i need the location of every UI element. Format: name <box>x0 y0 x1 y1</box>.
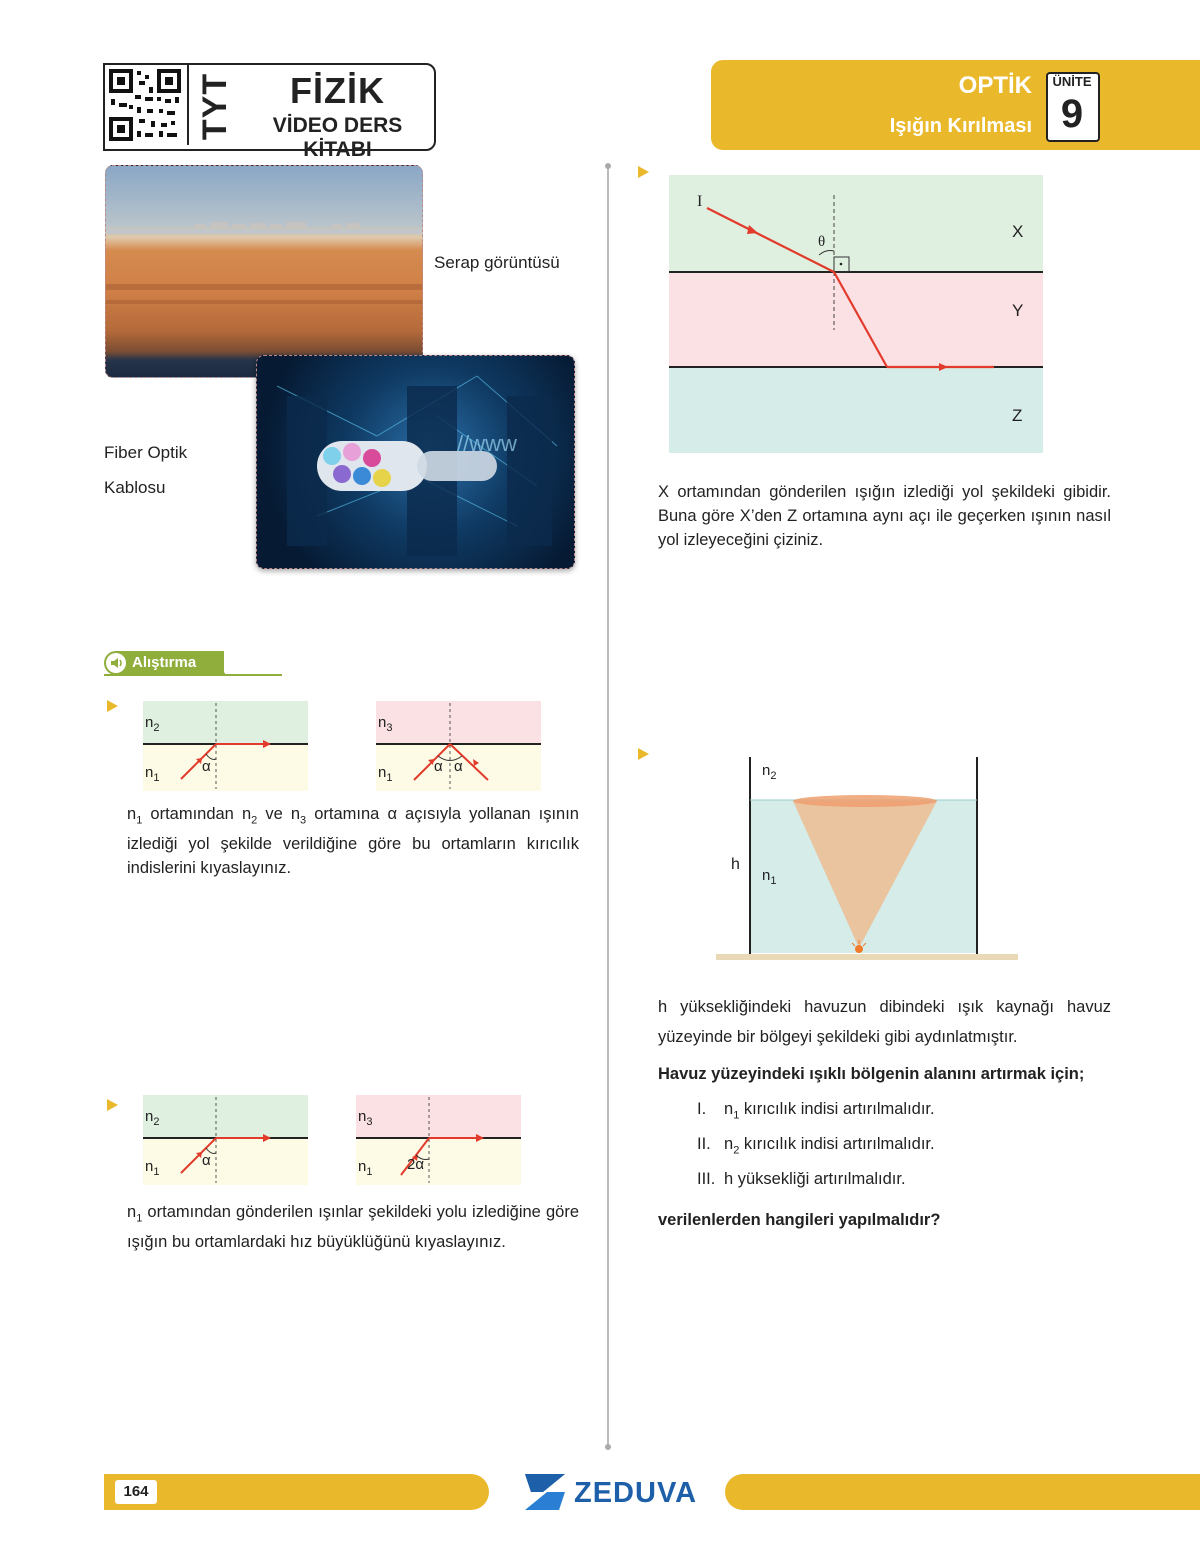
q4-air-medium: $n_2$ <box>762 762 777 782</box>
fiber-caption-line2: Kablosu <box>104 478 166 497</box>
question-marker <box>107 1099 118 1111</box>
q1-text: $n_1$ ortamından $n_2$ ve $n_3$ ortamına α açısıyla yollanan ışının izlediği yol şekilde verildiğine göre bu ortamların kırıcılık indislerini kıyaslayınız. <box>127 805 579 878</box>
medium-x-label: X <box>1012 222 1024 241</box>
q1b-angle-right: α <box>454 758 463 775</box>
q4-water-medium: $n_1$ <box>762 867 777 887</box>
theta-label: θ <box>818 234 826 250</box>
q1b-bottom-medium: $n_1$ <box>378 764 393 784</box>
fiber-optic-photo <box>256 355 575 569</box>
q2a-angle: α <box>202 1152 211 1169</box>
q2b-top-medium: $n_3$ <box>358 1108 373 1128</box>
book-title: VİDEO DERS KİTABI <box>272 114 403 161</box>
question-marker <box>107 700 118 712</box>
q1a-top-medium: $n_2$ <box>145 714 160 734</box>
qr-code[interactable] <box>105 65 189 145</box>
q2a-top-medium: $n_2$ <box>145 1108 160 1128</box>
unit-topic: OPTİK <box>958 72 1032 99</box>
q4-option-3-num: III. <box>697 1170 716 1188</box>
medium-z-label: Z <box>1012 406 1023 425</box>
question-marker <box>638 748 649 760</box>
q1-figure-a <box>143 701 308 791</box>
q4-option-1-num: I. <box>697 1100 707 1118</box>
q2-figure-b <box>356 1095 521 1185</box>
fiber-caption-line1: Fiber Optik <box>104 443 188 462</box>
medium-y-label: Y <box>1012 301 1024 320</box>
q2b-bottom-medium: $n_1$ <box>358 1158 373 1178</box>
q2a-bottom-medium: $n_1$ <box>145 1158 160 1178</box>
q1-figure-b <box>376 701 541 791</box>
page-number: 164 <box>115 1480 157 1504</box>
mirage-caption: Serap görüntüsü <box>434 253 560 272</box>
q4-option-2-num: II. <box>697 1135 711 1153</box>
exam-label: TYT <box>196 72 235 140</box>
q2-figure-a <box>143 1095 308 1185</box>
subject-title: FİZİK <box>290 70 385 111</box>
unit-number: 9 <box>1060 92 1084 136</box>
q4-question: Havuz yüzeyindeki ışıklı bölgenin alanını artırmak için; <box>658 1065 1085 1083</box>
q1b-top-medium: $n_3$ <box>378 714 393 734</box>
q4-closing: verilenlerden hangileri yapılmalıdır? <box>658 1211 941 1229</box>
unit-label: ÜNİTE <box>1052 74 1092 89</box>
q4-option-2: $n_2$ kırıcılık indisi artırılmalıdır. <box>724 1135 935 1157</box>
q4-text: h yüksekliğindeki havuzun dibindeki ışık kaynağı havuz yüzeyinde bir bölgeyi şekildeki gibi aydınlatmıştır. <box>658 998 1111 1046</box>
column-divider <box>607 165 609 1448</box>
zeduva-logo-icon <box>523 1472 567 1512</box>
mirage-photo <box>105 165 423 378</box>
q2-text: $n_1$ ortamından gönderilen ışınlar şekildeki yolu izlediğine göre ışığın bu ortamlardaki hız büyüklüğünü kıyaslayınız. <box>127 1203 579 1252</box>
q4-option-1: $n_1$ kırıcılık indisi artırılmalıdır. <box>724 1100 935 1122</box>
brand-name: ZEDUVA <box>574 1477 698 1509</box>
divider-dot-top <box>605 163 611 169</box>
footer-bar-right <box>725 1474 1200 1510</box>
q3-text: X ortamından gönderilen ışığın izlediği yol şekildeki gibidir. Buna göre X’den Z ortamına aynı açı ile geçerken ışının nasıl yol izleyeceğini çiziniz. <box>658 483 1111 549</box>
exercise-badge-tab <box>210 651 226 675</box>
exercise-label: Alıştırma <box>132 654 197 671</box>
q4-height-label: h <box>731 856 740 873</box>
footer-bar-left <box>104 1474 489 1510</box>
q4-option-3: h yüksekliği artırılmalıdır. <box>724 1170 906 1188</box>
q3-refraction-figure <box>669 175 1043 453</box>
divider-dot-bottom <box>605 1444 611 1450</box>
unit-subtopic: Işığın Kırılması <box>889 115 1032 137</box>
q1a-angle: α <box>202 758 211 775</box>
q2b-angle: 2α <box>407 1156 425 1173</box>
svg-text://www: //www <box>457 431 517 456</box>
incident-ray-label: I <box>697 193 703 210</box>
q4-pool-figure <box>716 755 1018 965</box>
exercise-underline <box>104 674 282 676</box>
q1b-angle-left: α <box>434 758 443 775</box>
question-marker <box>638 166 649 178</box>
speaker-icon[interactable] <box>106 653 126 673</box>
q1a-bottom-medium: $n_1$ <box>145 764 160 784</box>
